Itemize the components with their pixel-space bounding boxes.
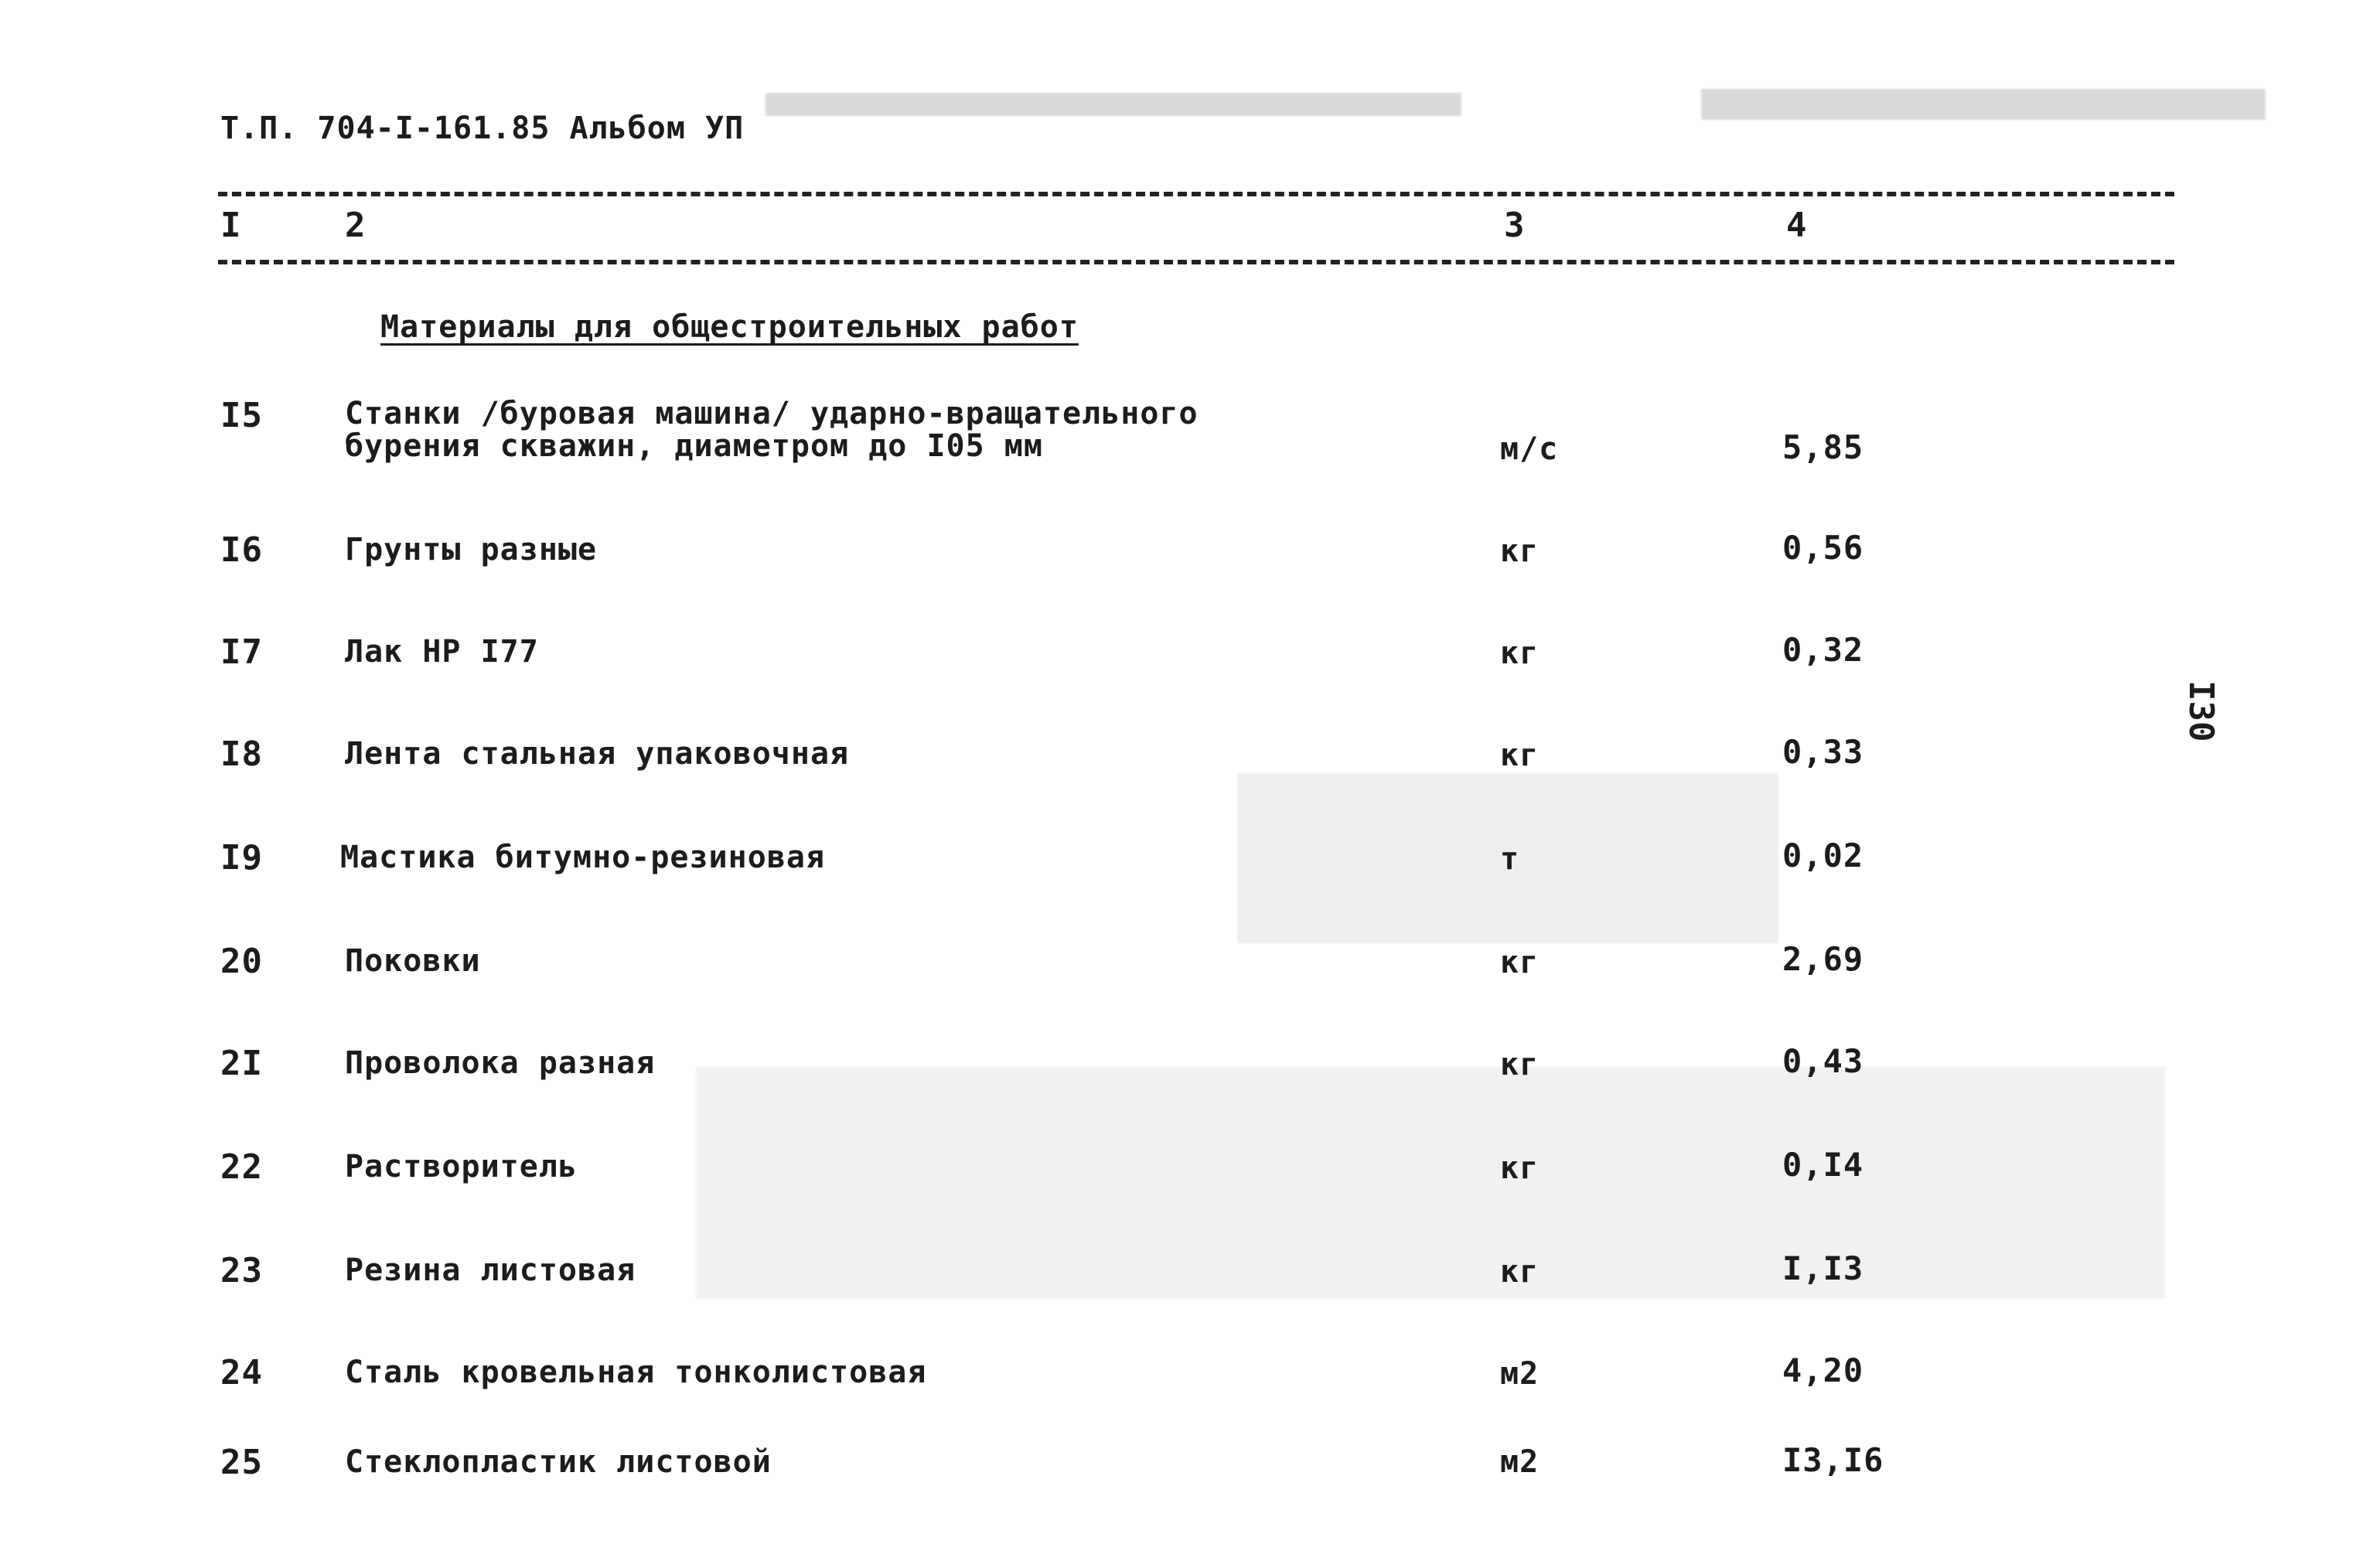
unit: т [1500,841,1520,877]
column-header-2: 2 [345,206,367,245]
row-number: I7 [220,632,263,672]
scan-noise [1701,89,2266,120]
row-number: 25 [220,1443,263,1482]
material-name: Сталь кровельная тонколистовая [345,1355,927,1390]
material-name: Резина листовая [345,1253,636,1288]
unit: кг [1500,636,1539,671]
unit: кг [1500,945,1539,980]
unit: м2 [1500,1356,1539,1392]
value: 4,20 [1782,1351,1864,1389]
material-name: Мастика битумно-резиновая [340,840,826,875]
row-number: 24 [220,1353,263,1392]
value: 5,85 [1782,428,1864,466]
section-title: Материалы для общестроительных работ [380,309,1079,345]
unit: м2 [1500,1444,1539,1480]
value: 0,43 [1782,1042,1864,1080]
material-name: Грунты разные [345,532,598,567]
value: 0,02 [1782,837,1864,874]
column-header-3: 3 [1504,206,1526,245]
material-name-line2: бурения скважин, диаметром до I05 мм [345,428,1043,464]
unit: кг [1500,1047,1539,1082]
unit: кг [1500,533,1539,569]
document-reference: Т.П. 704-I-161.85 Альбом УП [220,111,745,146]
value: 0,56 [1782,529,1864,567]
row-number: I6 [220,530,263,570]
column-header-1: I [220,206,242,245]
row-number: I8 [220,734,263,774]
material-name: Растворитель [345,1149,578,1184]
material-name: Лента стальная упаковочная [345,736,850,772]
value: 2,69 [1782,940,1864,978]
value: 0,33 [1782,733,1864,771]
row-number: 2I [220,1044,263,1083]
column-header-4: 4 [1786,206,1808,245]
value: 0,32 [1782,631,1864,669]
value: 0,I4 [1782,1146,1864,1184]
material-name: Проволока разная [345,1045,656,1081]
unit: кг [1500,1150,1539,1186]
value: I,I3 [1782,1249,1864,1287]
unit: м/с [1500,431,1559,467]
unit: кг [1500,1254,1539,1290]
row-number: 22 [220,1147,263,1187]
page-number: I30 [2181,680,2221,742]
row-number: I9 [220,838,263,878]
material-name: Лак НР I77 [345,634,539,670]
row-number: 20 [220,942,263,981]
material-name: Стеклопластик листовой [345,1444,772,1480]
value: I3,I6 [1782,1441,1884,1479]
material-name-line1: Станки /буровая машина/ ударно-вращательного [345,396,1199,431]
unit: кг [1500,738,1539,773]
header-rule-bottom [218,260,2174,264]
scan-noise [765,93,1461,116]
row-number: 23 [220,1251,263,1290]
material-name: Поковки [345,943,481,979]
scan-noise [696,1067,2165,1299]
header-rule-top [218,192,2174,196]
row-number: I5 [220,396,263,435]
